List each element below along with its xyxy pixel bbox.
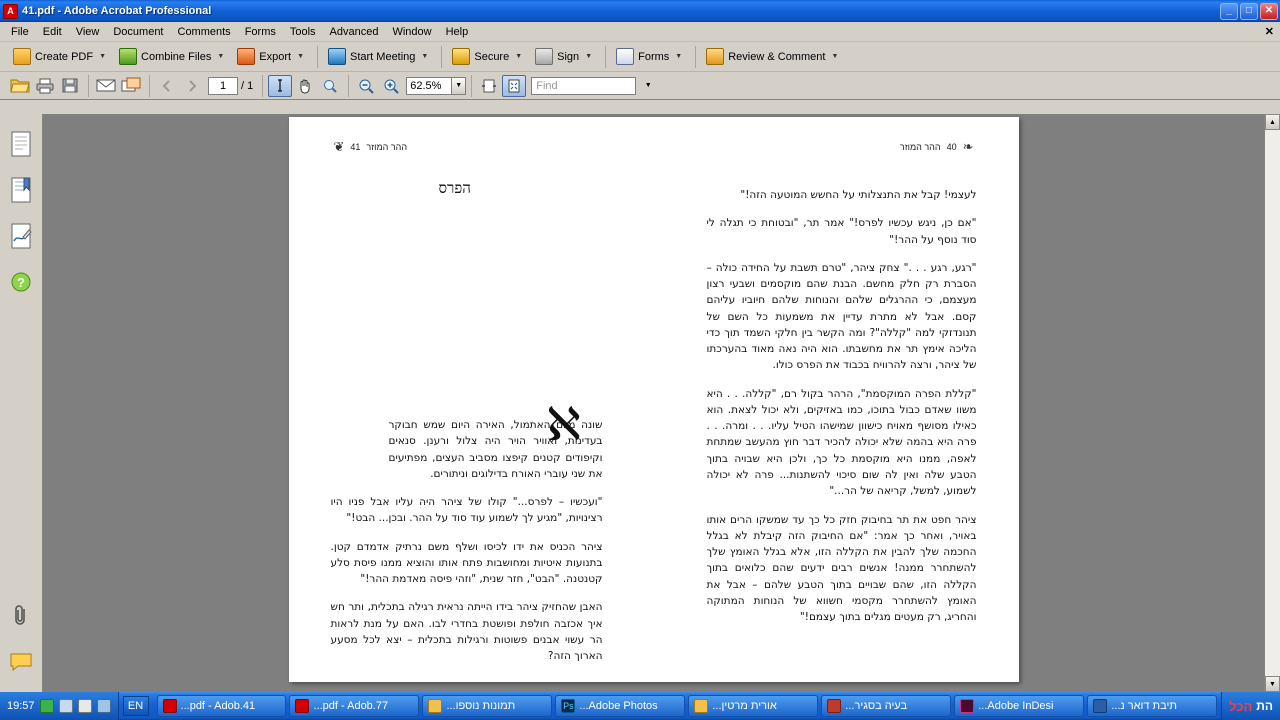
toolbar-separator [262,75,263,97]
chevron-down-icon[interactable]: ▼ [217,53,225,60]
select-tool-button[interactable] [268,75,292,97]
open-file-button[interactable] [8,75,32,97]
menu-edit[interactable]: Edit [42,25,62,38]
toolbar-separator [88,75,89,97]
fit-page-icon [506,78,522,94]
pdf-page [289,117,1019,682]
menu-bar [0,22,1280,42]
taskbar-item[interactable] [289,695,419,717]
fit-page-button[interactable] [502,75,526,97]
paragraph: "ועכשיו – לפרס..." קולו של ציהר היה עליו אבל פניו היו רצינויות, "מגיע לך לשמוע עוד סוד על ההר. ובכן... הבט!" [330,496,603,525]
toolbar-separator [348,75,349,97]
save-button[interactable] [58,75,82,97]
paragraph: "רגע, רגע . . ." צחק ציהר, "טרם תשבת על החידה כולה – הסברת רק חלק מחשם. הבנת שהם מוקסמים ושבעי רצון מעצמם, כי ההרגלים שלהם והנוחות שלהם חיוביו עליהם קסם. אבל לא מתרת עדיין את משמעות כל השם של תנונדזקי למה "קללה"? ומה הקשר בין חלקי השמד תוך כדי הליכה אימץ תר את מחשבתו. הוא היה נאה מאוד בהערכתו של ציהר, ורצה להרוויח בכבוד את הפרס כולו. [706,261,977,372]
paragraph: לעצמי! קבל את התנצלותי על החשש המוטעה הזה!" [740,189,977,201]
taskbar-item[interactable] [688,695,818,717]
zoom-in-button[interactable] [379,75,403,97]
email-icon [96,77,116,94]
arrow-left-icon [160,79,174,93]
create-pdf-label: Create PDF [35,50,94,63]
menu-comments[interactable]: Comments [177,25,231,38]
forms-button[interactable] [611,45,687,69]
usb-icon[interactable] [97,699,111,713]
close-document-icon[interactable]: ✕ [1264,26,1274,38]
fit-width-icon [481,78,497,94]
zoom-out-icon [358,78,374,94]
photoshop-icon: Ps [563,701,574,711]
fit-width-button[interactable] [477,75,501,97]
word-icon [827,699,841,713]
text-column-left [330,397,603,676]
folder-icon [694,699,708,713]
secure-button[interactable] [447,45,527,69]
maximize-button[interactable]: □ [1240,3,1258,20]
page-total-label: / 1 [241,79,254,92]
acrobat-icon [163,699,177,713]
taskbar-item-label: ...אורית מרטין [712,700,777,712]
taskbar-item[interactable] [821,695,951,717]
secure-lock-icon [452,48,470,65]
taskbar-item[interactable] [555,695,685,717]
export-button[interactable] [232,45,309,69]
paragraph: שונה מיום האתמול, האירה היום שמש חבוקר בעדינות, ואוויר הויר היה צלול ורענן. סנאים וקיפודים קטנים קיפצו מסביב העצים, מפתיעים את שני עוברי האורח בדילוגים וניתורים. [388,419,603,480]
export-icon [237,48,255,65]
menu-forms[interactable]: Forms [244,25,276,38]
email-button[interactable] [94,75,118,97]
volume-icon[interactable] [78,699,92,713]
taskbar-item-label: ...בעיה בסגיר [845,700,908,712]
system-tray [0,692,119,720]
marquee-zoom-button[interactable] [318,75,342,97]
menu-tools[interactable]: Tools [289,25,316,38]
minimize-button[interactable]: _ [1220,3,1238,20]
page-number-input[interactable]: 1 [208,77,238,95]
header-left-title: ההר המוזר [366,142,408,152]
taskbar-items [153,695,1222,717]
taskbar-item-label: ...Adobe Photos [579,700,658,712]
zoom-in-icon [383,78,399,94]
drop-cap-letter: ℵ [546,397,581,451]
folder-icon [428,699,442,713]
taskbar-item-label: ...Adobe InDesi [978,700,1054,712]
signatures-icon [10,223,32,249]
paperclip-icon [10,603,32,629]
chevron-down-icon[interactable]: ▼ [585,53,593,60]
hebrew-label-white: הת [1256,699,1273,713]
marquee-zoom-icon [322,78,338,94]
outlook-icon [1093,699,1107,713]
paragraph: "אם כן, ניגש עכשיו לפרס!" אמר תר, "ובטוחת כי תגלה לי סוד נוסף על ההר!" [706,217,977,246]
folder-open-icon [10,77,30,94]
bookmarks-icon [10,177,32,203]
acrobat-app-icon: A [3,4,18,19]
zoom-level-input[interactable]: 62.5% [406,77,452,95]
paragraph: ציהר הכניס את ידו לכיסו ושלף משם נרתיק אדמדם קטן. בתנועות איטיות ומחושבות פתח אותו והוציא ממנו פיסת סלע קטנטנה. "הבט", חזר שנית, "וזהי פיסה מאדמת ההר!" [330,540,603,586]
scroll-down-arrow-icon[interactable]: ▼ [1265,676,1280,692]
main-toolbar [0,42,1280,72]
chevron-down-icon[interactable]: ▼ [297,53,304,60]
combine-files-icon [119,48,137,65]
window-controls [1220,3,1278,20]
menu-file[interactable]: File [11,25,29,38]
pages-thumbnail-icon [10,131,32,157]
menu-view[interactable]: View [75,25,100,38]
create-pdf-button[interactable] [8,45,111,69]
find-input[interactable]: Find [531,77,636,95]
start-meeting-button[interactable] [323,45,433,69]
hebrew-label-red: הכל [1229,698,1253,714]
close-button[interactable]: ✕ [1260,3,1278,20]
menu-document[interactable]: Document [113,25,164,38]
review-comment-button[interactable] [701,45,843,69]
header-left-page-number: 41 [350,142,361,152]
arrow-right-icon [185,79,199,93]
sidebar-item-signatures[interactable] [6,220,36,252]
page-header-left [334,139,408,155]
printer-icon [36,77,54,94]
combine-files-button[interactable] [114,45,229,69]
workspace [0,114,1280,692]
toolbar-separator [695,46,696,68]
chapter-title: הפרס [438,179,471,197]
chevron-down-icon[interactable]: ▼ [515,53,523,60]
text-column-right [707,187,977,637]
save-disk-icon [61,77,79,94]
navigation-toolbar [0,72,1280,100]
taskbar-item-label: ...תיבת דואר נ [1111,700,1177,712]
paragraph: "קללת הפרה המוקסמת", הרהר בקול רם, "קללה. . . היא משוו שאדם כבול בתוכו, כמו באזיקים, ולא יכול לצאת. הוא כאילו מסושף מאויח כישוון שמישהו הטיל עליו. . . ומרה. . . פרה היא בהמה שלא יכולה להכיר דבר חוץ מהעשב שמתחת לאפה, ממנו היא מוקסמת כל כך, ולכן היא שבויה בתוך הטבע שלה ואין לה שום סיכוי להשתנות... פרה לא יכולה לשמוע, למשל, קריאה של הר..." [706,387,977,498]
network-icon[interactable] [59,699,73,713]
taskbar [0,692,1280,720]
chevron-down-icon[interactable]: ▼ [421,53,429,60]
review-comment-label: Review & Comment [728,50,826,63]
review-comment-icon [706,48,724,65]
taskbar-item[interactable] [954,695,1084,717]
chevron-down-icon[interactable]: ▼ [675,53,683,60]
taskbar-item-label: ...תמונות נוספו [446,700,516,712]
sidebar-item-how-to[interactable] [6,266,36,298]
paragraph: האבן שהחזיק ציהר בידו הייתה נראית רגילה בתכלית, ותר חש איך אכזבה חולפת ופושטת בחדרי לבו. האם על מנת לראות הר עשוי אבנים פשוטות ורגילות בתכלית – יצא לכל מסעע הארוך הזה? [330,601,603,663]
document-view[interactable] [43,114,1264,692]
next-page-button[interactable] [180,75,204,97]
sidebar-item-comments[interactable] [6,646,36,678]
indesign-icon [960,699,974,713]
taskbar-item[interactable] [1087,695,1217,717]
forms-icon [616,48,634,65]
toolbar-separator [441,46,442,68]
taskbar-item-label: ...pdf - Adob.77 [313,700,389,712]
secure-label: Secure [474,50,510,63]
snapshot-icon [121,77,141,94]
text-select-icon [273,78,287,93]
zoom-dropdown-icon[interactable]: ▼ [452,77,466,95]
hand-icon [297,78,313,94]
previous-page-button[interactable] [155,75,179,97]
menu-help[interactable]: Help [445,25,469,38]
scrollbar-track[interactable] [1265,130,1280,676]
ornament-icon: ❦ [333,139,345,154]
combine-files-label: Combine Files [141,50,212,63]
snapshot-button[interactable] [119,75,143,97]
create-pdf-icon [13,48,31,65]
chevron-down-icon[interactable]: ▼ [99,53,107,60]
taskbar-item[interactable] [422,695,552,717]
sign-button[interactable] [530,45,597,69]
toolbar-separator [605,46,606,68]
toolbar-separator [317,46,318,68]
title-bar [0,0,1280,22]
acrobat-icon [295,699,309,713]
header-right-page-number: 40 [946,142,957,152]
svg-text:?: ? [17,275,25,290]
clock[interactable]: 19:57 [7,700,35,712]
print-button[interactable] [33,75,57,97]
navigation-pane [0,114,43,692]
scroll-up-arrow-icon[interactable]: ▲ [1265,114,1280,130]
chevron-down-icon[interactable]: ▼ [831,53,839,60]
paragraph: ציהר חפט את תר בחיבוק חזק כל כך עד שמשקו הרים אותו באויר, ואחר כך אמר: "אם החיבוק הזה קיבלת לא בגלל החכמה שלך להבין את הקללה הזו, אלא בגלל האומץ שלך להשתחרר ממנה! אנשים רבים ידעים שהם כלואים בתוך הקללה הזו, שהם שבויים בתוך הטבע שלהם – אבל את האומץ להשתחרר מקסמי חשווא של הנוחות המתוקה והחריג, רק מעטים מגלים בתוך עצמם!" [706,513,977,624]
header-right-title: ההר המוזר [899,142,941,152]
language-indicator[interactable]: EN [123,696,149,716]
page-header-right [900,139,974,155]
comment-bubble-icon [9,651,33,673]
menu-window[interactable]: Window [392,25,432,38]
forms-label: Forms [638,50,670,63]
toolbar-separator [149,75,150,97]
sidebar-item-attachments[interactable] [6,600,36,632]
menu-advanced[interactable]: Advanced [329,25,379,38]
hebrew-start-tray[interactable] [1221,692,1280,720]
vertical-scrollbar[interactable] [1264,114,1280,692]
taskbar-item[interactable] [157,695,287,717]
ornament-icon: ❧ [962,139,974,154]
window-title: 41.pdf - Adobe Acrobat Professional [22,5,212,17]
export-label: Export [259,50,292,63]
sidebar-item-bookmarks[interactable] [6,174,36,206]
shield-icon[interactable] [40,699,54,713]
sign-label: Sign [557,50,580,63]
toolbar-separator [471,75,472,97]
zoom-out-button[interactable] [354,75,378,97]
help-question-icon [10,271,32,293]
sidebar-item-pages[interactable] [6,128,36,160]
start-meeting-label: Start Meeting [350,50,416,63]
start-meeting-icon [328,48,346,65]
sign-pen-icon [535,48,553,65]
hand-tool-button[interactable] [293,75,317,97]
taskbar-item-label: ...pdf - Adob.41 [180,700,256,712]
find-dropdown-icon[interactable]: ▼ [644,82,652,89]
